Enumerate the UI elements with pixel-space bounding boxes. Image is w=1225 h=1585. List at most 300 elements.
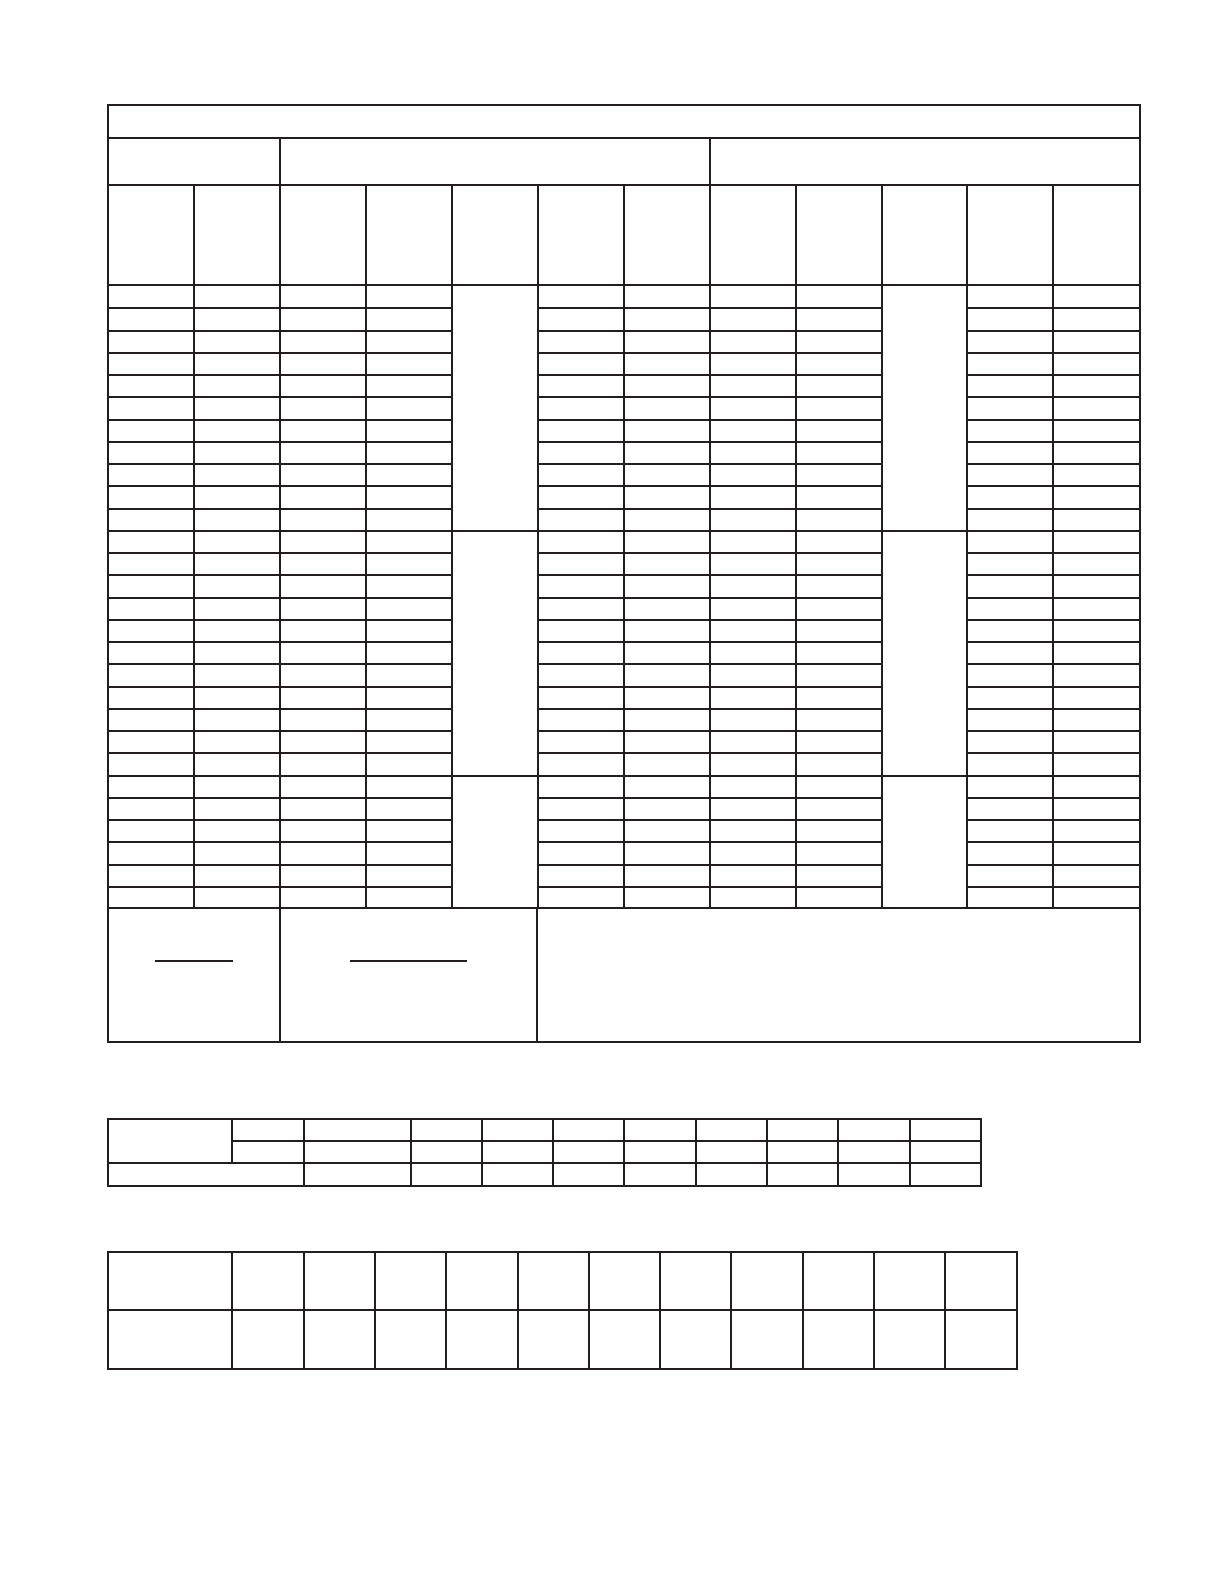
row-divider — [279, 419, 367, 421]
row-divider — [709, 730, 797, 732]
row-divider — [623, 552, 711, 554]
row-divider — [279, 508, 367, 510]
summary-col-divider — [623, 1118, 625, 1187]
row-divider — [365, 752, 453, 754]
row-divider — [107, 508, 195, 510]
row-divider — [537, 864, 625, 866]
row-divider — [1052, 441, 1141, 443]
row-divider — [279, 530, 367, 532]
row-divider — [1052, 797, 1141, 799]
row-divider — [365, 730, 453, 732]
header-divider — [1052, 185, 1054, 285]
row-divider — [709, 597, 797, 599]
column-header-7 — [625, 186, 709, 284]
row-divider — [365, 841, 453, 843]
row-divider — [623, 752, 711, 754]
row-divider — [193, 552, 281, 554]
row-divider — [795, 686, 883, 688]
row-divider — [795, 886, 883, 888]
row-divider — [193, 797, 281, 799]
row-divider — [537, 574, 625, 576]
row-divider — [1052, 819, 1141, 821]
row-divider — [966, 552, 1054, 554]
row-divider — [107, 797, 195, 799]
column-header-5 — [453, 186, 537, 284]
row-divider — [709, 641, 797, 643]
row-divider — [537, 441, 625, 443]
row-divider — [365, 797, 453, 799]
column-header-1 — [109, 186, 193, 284]
row-divider — [623, 730, 711, 732]
header-divider — [451, 185, 453, 285]
summary-col-divider — [410, 1118, 412, 1187]
header-divider — [709, 185, 711, 285]
header-divider — [966, 185, 968, 285]
row-divider — [709, 708, 797, 710]
row-divider — [193, 686, 281, 688]
row-divider — [966, 841, 1054, 843]
row-divider — [966, 485, 1054, 487]
row-divider — [623, 686, 711, 688]
row-divider — [279, 396, 367, 398]
row-divider — [623, 775, 711, 777]
group-middle-header — [281, 139, 709, 184]
row-divider — [537, 330, 625, 332]
grid-col-divider — [445, 1251, 447, 1370]
header-divider — [279, 185, 281, 285]
row-divider — [451, 530, 539, 532]
row-divider — [365, 441, 453, 443]
row-divider — [537, 641, 625, 643]
summary-col-divider — [695, 1118, 697, 1187]
row-divider — [193, 730, 281, 732]
row-divider — [623, 508, 711, 510]
row-divider — [107, 307, 195, 309]
row-divider — [795, 419, 883, 421]
row-divider — [193, 708, 281, 710]
row-divider — [537, 374, 625, 376]
row-divider — [193, 307, 281, 309]
row-divider — [537, 730, 625, 732]
row-divider — [107, 463, 195, 465]
row-divider — [966, 619, 1054, 621]
column-header-12 — [1054, 186, 1139, 284]
row-divider — [537, 419, 625, 421]
row-divider — [193, 574, 281, 576]
row-divider — [279, 485, 367, 487]
row-divider — [795, 663, 883, 665]
row-divider — [537, 752, 625, 754]
row-divider — [193, 330, 281, 332]
summary-col-divider — [303, 1118, 305, 1187]
row-divider — [623, 530, 711, 532]
row-divider — [1052, 530, 1141, 532]
summary-row-divider — [107, 1162, 982, 1164]
grid-col-divider — [231, 1251, 233, 1370]
remarks-area[interactable] — [538, 910, 1139, 1041]
row-divider — [795, 752, 883, 754]
row-divider — [795, 352, 883, 354]
row-divider — [193, 752, 281, 754]
row-divider — [107, 597, 195, 599]
row-divider — [623, 352, 711, 354]
row-divider — [365, 819, 453, 821]
row-divider — [279, 841, 367, 843]
row-divider — [365, 619, 453, 621]
row-divider — [795, 552, 883, 554]
date-label — [281, 915, 536, 945]
row-divider — [1052, 752, 1141, 754]
grid-col-divider — [659, 1251, 661, 1370]
row-divider — [966, 396, 1054, 398]
row-divider — [709, 864, 797, 866]
row-divider — [966, 441, 1054, 443]
row-divider — [193, 864, 281, 866]
date-line[interactable] — [350, 960, 467, 962]
summary-row-label — [109, 1120, 231, 1163]
row-divider — [537, 508, 625, 510]
row-divider — [966, 730, 1054, 732]
column-header-10 — [883, 186, 966, 284]
row-divider — [1052, 775, 1141, 777]
row-divider — [537, 352, 625, 354]
row-divider — [107, 864, 195, 866]
row-divider — [107, 775, 195, 777]
row-divider — [279, 330, 367, 332]
row-divider — [709, 330, 797, 332]
row-divider — [966, 352, 1054, 354]
row-divider — [709, 508, 797, 510]
column-header-8 — [711, 186, 795, 284]
row-divider — [795, 374, 883, 376]
row-divider — [537, 841, 625, 843]
row-divider — [279, 686, 367, 688]
grid-row-label-2 — [109, 1311, 231, 1367]
row-divider — [709, 686, 797, 688]
row-divider — [623, 330, 711, 332]
row-divider — [193, 463, 281, 465]
row-divider — [623, 841, 711, 843]
column-header-6 — [539, 186, 623, 284]
grid-col-divider — [588, 1251, 590, 1370]
row-divider — [1052, 330, 1141, 332]
row-divider — [537, 619, 625, 621]
row-divider — [107, 886, 195, 888]
summary-col-divider — [231, 1118, 233, 1164]
row-divider — [365, 530, 453, 532]
row-divider — [966, 708, 1054, 710]
row-divider — [966, 864, 1054, 866]
row-divider — [193, 352, 281, 354]
row-divider — [709, 574, 797, 576]
row-divider — [623, 485, 711, 487]
row-divider — [193, 374, 281, 376]
row-divider — [795, 730, 883, 732]
row-divider — [107, 530, 195, 532]
row-divider — [193, 396, 281, 398]
header-divider — [193, 185, 195, 285]
row-divider — [795, 597, 883, 599]
row-divider — [966, 307, 1054, 309]
row-divider — [193, 530, 281, 532]
row-divider — [365, 508, 453, 510]
row-divider — [193, 441, 281, 443]
row-divider — [193, 597, 281, 599]
row-divider — [193, 819, 281, 821]
row-divider — [279, 819, 367, 821]
row-divider — [623, 864, 711, 866]
row-divider — [709, 441, 797, 443]
group-right-header — [711, 139, 1139, 184]
row-divider — [1052, 508, 1141, 510]
row-divider — [966, 775, 1054, 777]
row-divider — [279, 352, 367, 354]
row-divider — [1052, 641, 1141, 643]
row-divider — [795, 307, 883, 309]
row-divider — [709, 463, 797, 465]
row-divider — [365, 663, 453, 665]
column-header-3 — [281, 186, 365, 284]
row-divider — [966, 463, 1054, 465]
grid-row-label-1 — [109, 1253, 231, 1309]
grid-col-divider — [802, 1251, 804, 1370]
row-divider — [709, 396, 797, 398]
row-divider — [966, 819, 1054, 821]
row-divider — [537, 463, 625, 465]
row-divider — [279, 886, 367, 888]
row-divider — [623, 619, 711, 621]
column-header-2 — [195, 186, 279, 284]
header-divider — [795, 185, 797, 285]
row-divider — [279, 463, 367, 465]
row-divider — [709, 819, 797, 821]
row-divider — [709, 485, 797, 487]
row-divider — [1052, 419, 1141, 421]
row-divider — [537, 597, 625, 599]
row-divider — [623, 819, 711, 821]
row-divider — [365, 463, 453, 465]
row-divider — [709, 307, 797, 309]
row-divider — [193, 663, 281, 665]
row-divider — [107, 552, 195, 554]
column-header-4 — [367, 186, 451, 284]
row-divider — [365, 641, 453, 643]
row-divider — [709, 352, 797, 354]
row-divider — [623, 886, 711, 888]
row-divider — [537, 708, 625, 710]
row-divider — [795, 775, 883, 777]
row-divider — [365, 419, 453, 421]
summary-col-divider — [909, 1118, 911, 1187]
row-divider — [795, 485, 883, 487]
row-divider — [279, 864, 367, 866]
row-divider — [795, 841, 883, 843]
row-divider — [623, 307, 711, 309]
row-divider — [709, 663, 797, 665]
header-divider — [537, 185, 539, 285]
row-divider — [623, 797, 711, 799]
row-divider — [709, 419, 797, 421]
header-divider — [623, 185, 625, 285]
row-divider — [193, 619, 281, 621]
row-divider — [279, 441, 367, 443]
row-divider — [365, 686, 453, 688]
row-divider — [623, 419, 711, 421]
row-divider — [107, 485, 195, 487]
grid-col-divider — [517, 1251, 519, 1370]
row-divider — [966, 508, 1054, 510]
row-divider — [966, 752, 1054, 754]
row-divider — [795, 619, 883, 621]
row-divider — [966, 419, 1054, 421]
row-divider — [279, 552, 367, 554]
row-divider — [107, 574, 195, 576]
row-divider — [451, 775, 539, 777]
row-divider — [1052, 552, 1141, 554]
signature-line[interactable] — [155, 960, 233, 962]
header-divider — [881, 185, 883, 285]
row-divider — [107, 419, 195, 421]
row-divider — [107, 441, 195, 443]
row-divider — [107, 641, 195, 643]
row-divider — [365, 485, 453, 487]
row-divider — [1052, 686, 1141, 688]
row-divider — [279, 641, 367, 643]
row-divider — [966, 330, 1054, 332]
row-divider — [623, 441, 711, 443]
row-divider — [193, 841, 281, 843]
row-divider — [795, 441, 883, 443]
row-divider — [365, 307, 453, 309]
row-divider — [623, 574, 711, 576]
row-divider — [1052, 374, 1141, 376]
row-divider — [795, 819, 883, 821]
row-divider — [1052, 597, 1141, 599]
form-title — [109, 106, 1139, 138]
row-divider — [107, 352, 195, 354]
row-divider — [365, 352, 453, 354]
row-divider — [365, 396, 453, 398]
row-divider — [537, 307, 625, 309]
row-divider — [365, 886, 453, 888]
row-divider — [537, 396, 625, 398]
row-divider — [709, 530, 797, 532]
row-divider — [709, 886, 797, 888]
row-divider — [966, 597, 1054, 599]
row-divider — [193, 775, 281, 777]
row-divider — [279, 752, 367, 754]
row-divider — [1052, 307, 1141, 309]
row-divider — [537, 485, 625, 487]
row-divider — [795, 508, 883, 510]
row-divider — [1052, 396, 1141, 398]
row-divider — [107, 330, 195, 332]
row-divider — [966, 686, 1054, 688]
row-divider — [623, 374, 711, 376]
row-divider — [107, 396, 195, 398]
summary-row-divider — [231, 1140, 982, 1142]
row-divider — [537, 530, 625, 532]
row-divider — [795, 396, 883, 398]
row-divider — [365, 330, 453, 332]
row-divider — [795, 530, 883, 532]
grid-col-divider — [873, 1251, 875, 1370]
row-divider — [279, 597, 367, 599]
row-divider — [709, 775, 797, 777]
row-divider — [795, 708, 883, 710]
row-divider — [1052, 730, 1141, 732]
signature-label — [109, 915, 279, 945]
row-divider — [1052, 574, 1141, 576]
row-divider — [1052, 841, 1141, 843]
row-divider — [279, 374, 367, 376]
row-divider — [623, 597, 711, 599]
row-divider — [279, 775, 367, 777]
row-divider — [1052, 463, 1141, 465]
header-divider — [365, 185, 367, 285]
row-divider — [279, 708, 367, 710]
row-divider — [107, 730, 195, 732]
row-divider — [881, 775, 968, 777]
row-divider — [1052, 886, 1141, 888]
row-divider — [107, 708, 195, 710]
row-divider — [279, 574, 367, 576]
row-divider — [279, 730, 367, 732]
grid-col-divider — [944, 1251, 946, 1370]
row-divider — [966, 886, 1054, 888]
row-divider — [623, 641, 711, 643]
row-divider — [193, 419, 281, 421]
row-divider — [1052, 619, 1141, 621]
column-header-11 — [968, 186, 1052, 284]
row-divider — [1052, 352, 1141, 354]
column-header-9 — [797, 186, 881, 284]
row-divider — [107, 841, 195, 843]
row-divider — [279, 307, 367, 309]
row-divider — [537, 886, 625, 888]
row-divider — [1052, 864, 1141, 866]
row-divider — [537, 686, 625, 688]
row-divider — [966, 641, 1054, 643]
row-divider — [279, 619, 367, 621]
row-divider — [279, 797, 367, 799]
group-left-header — [109, 139, 279, 184]
row-divider — [365, 597, 453, 599]
row-divider — [107, 663, 195, 665]
row-divider — [1052, 663, 1141, 665]
row-divider — [537, 663, 625, 665]
row-divider — [365, 708, 453, 710]
summary-col-divider — [481, 1118, 483, 1187]
row-divider — [365, 864, 453, 866]
row-divider — [365, 775, 453, 777]
row-divider — [795, 330, 883, 332]
row-divider — [365, 574, 453, 576]
row-divider — [709, 619, 797, 621]
row-divider — [193, 886, 281, 888]
row-divider — [623, 463, 711, 465]
row-divider — [193, 641, 281, 643]
summary-total-label — [109, 1164, 303, 1185]
grid-col-divider — [730, 1251, 732, 1370]
row-divider — [193, 485, 281, 487]
row-divider — [537, 552, 625, 554]
row-divider — [279, 663, 367, 665]
row-divider — [966, 797, 1054, 799]
row-divider — [107, 686, 195, 688]
row-divider — [107, 819, 195, 821]
row-divider — [537, 819, 625, 821]
